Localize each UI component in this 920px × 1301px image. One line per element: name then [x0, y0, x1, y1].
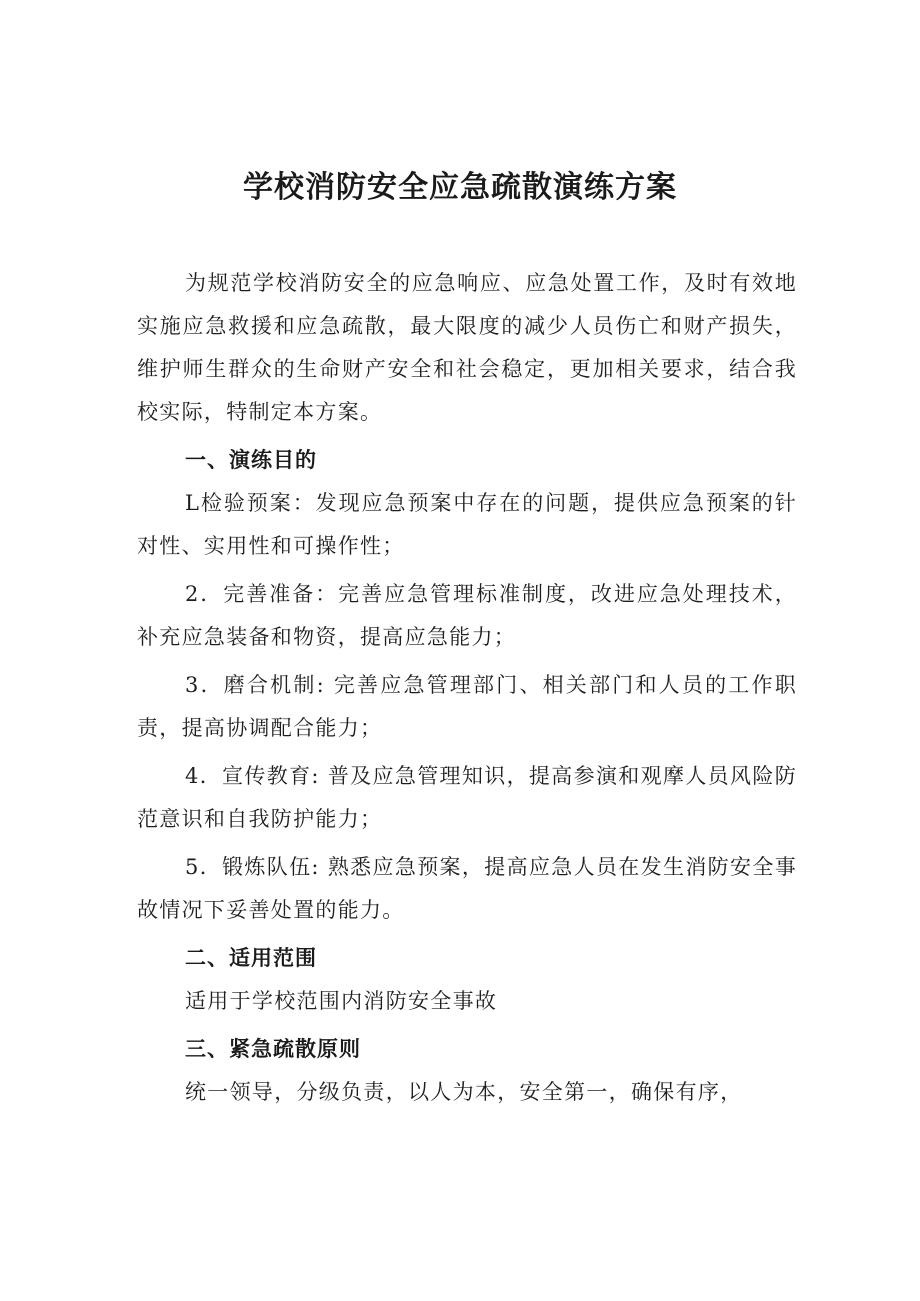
section-heading-principles: 三、紧急疏散原则 [185, 1037, 361, 1061]
purpose-item-1: L检验预案：发现应急预案中存在的问题，提供应急预案的针对性、实用性和可操作性； [137, 491, 797, 558]
scope-paragraph: 适用于学校范围内消防安全事故 [185, 989, 498, 1013]
purpose-item-4: 4．宣传教育: 普及应急管理知识，提高参演和观摩人员风险防范意识和自我防护能力； [137, 764, 797, 831]
purpose-item-2: 2．完善准备：完善应急管理标准制度，改进应急处理技术，补充应急装备和物资，提高应急能力； [137, 582, 797, 649]
section-heading-purpose: 一、演练目的 [185, 448, 317, 472]
section-heading-scope: 二、适用范围 [185, 946, 317, 970]
purpose-item-3: 3．磨合机制: 完善应急管理部门、相关部门和人员的工作职责，提高协调配合能力； [137, 673, 797, 740]
document-title: 学校消防安全应急疏散演练方案 [243, 170, 677, 205]
document-body [137, 262, 797, 1114]
principles-paragraph: 统一领导，分级负责，以人为本，安全第一，确保有序， [185, 1080, 743, 1104]
purpose-item-5: 5．锻炼队伍: 熟悉应急预案，提高应急人员在发生消防安全事故情况下妥善处置的能力。 [137, 855, 797, 922]
intro-paragraph: 为规范学校消防安全的应急响应、应急处置工作，及时有效地实施应急救援和应急疏散，最大限度的减少人员伤亡和财产损失，维护师生群众的生命财产安全和社会稳定，更加相关要求，结合我校实际，特制定本方案。 [137, 271, 797, 424]
